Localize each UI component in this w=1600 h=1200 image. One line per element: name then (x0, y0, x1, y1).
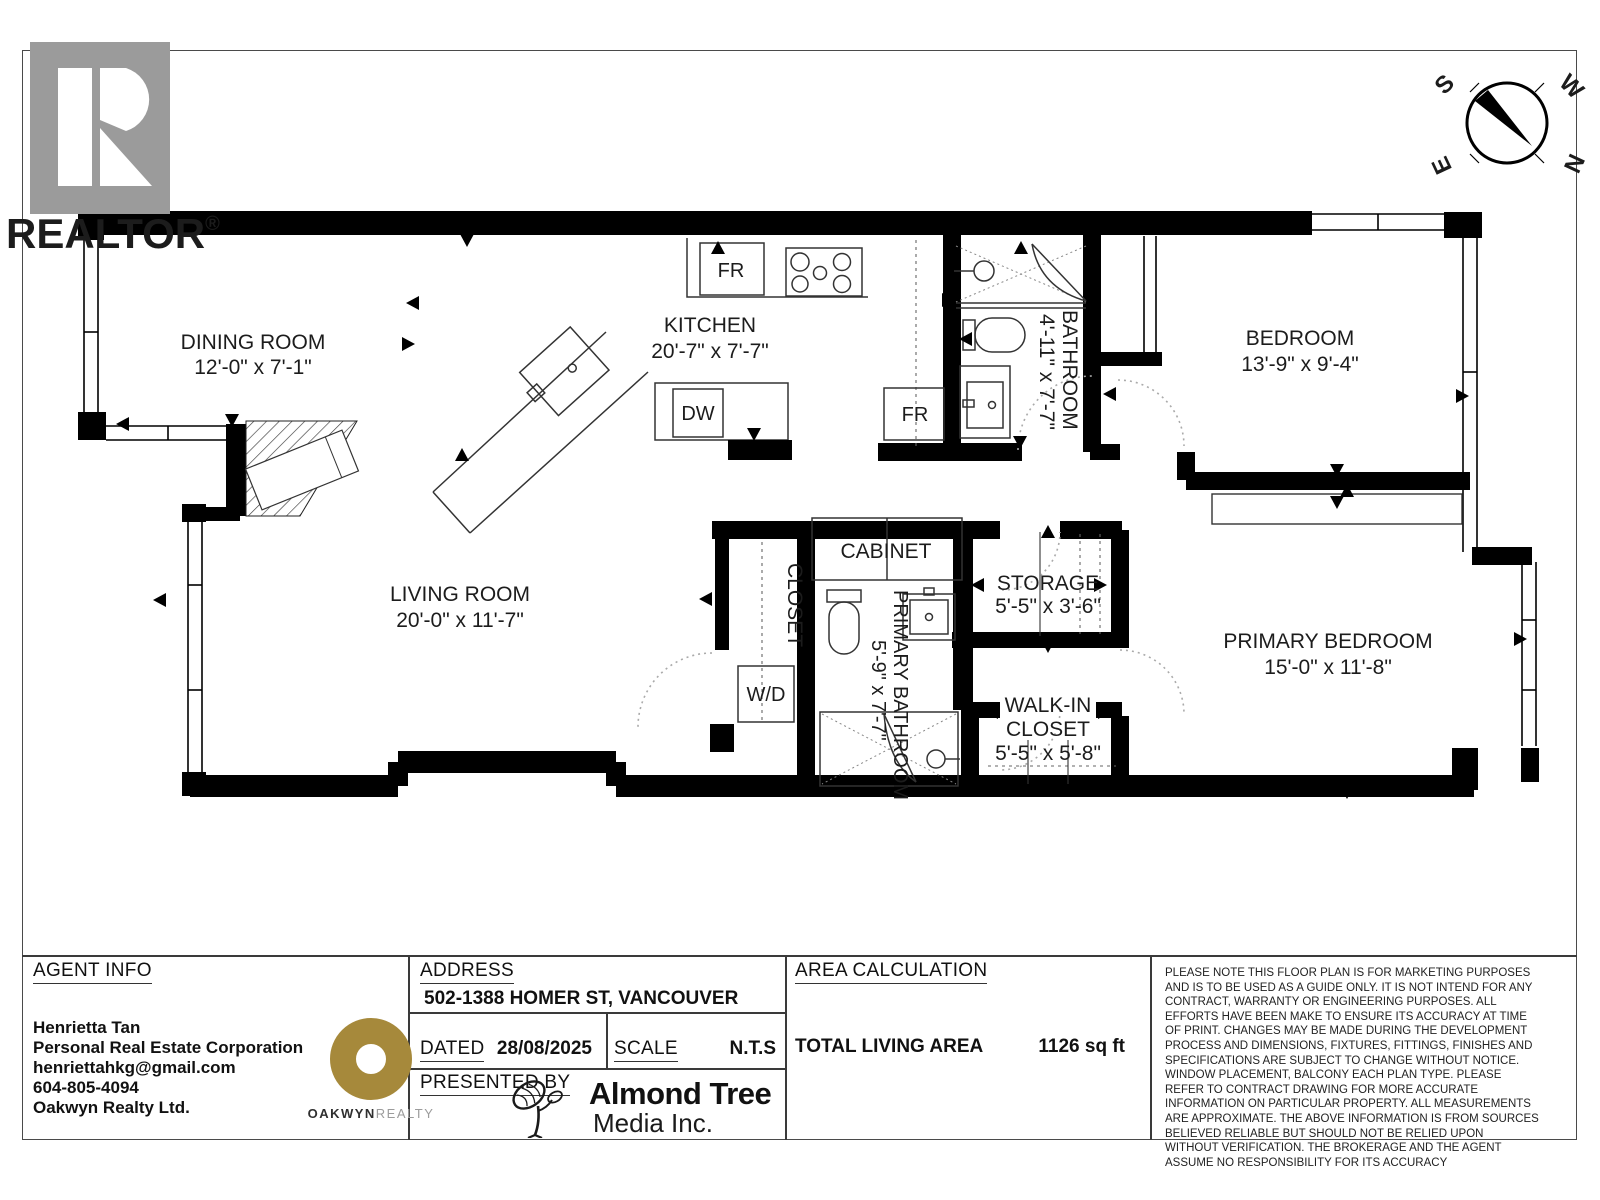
room-label: PRIMARY BEDROOM (1223, 630, 1433, 653)
room-living (390, 583, 530, 632)
almond-seedling-icon (505, 1078, 589, 1138)
dated-row (420, 1038, 592, 1062)
peninsula-edge (433, 332, 606, 492)
primary-toilet (827, 590, 861, 654)
area-heading: AREA CALCULATION (795, 960, 987, 984)
dimension-arrows (116, 234, 1527, 799)
dated-value: 28/08/2025 (496, 1038, 592, 1059)
shower-door (1032, 244, 1086, 301)
compass-s: S (1429, 69, 1460, 100)
room-label-group (1035, 310, 1081, 436)
oakwyn-name: OAKWYN (307, 1106, 376, 1121)
realtor-logo (6, 42, 220, 257)
scale-value: N.T.S (729, 1038, 776, 1059)
oakwyn-suffix: REALTY (375, 1106, 435, 1121)
realtor-logo-text (6, 210, 220, 257)
total-area-value: 1126 sq ft (1038, 1036, 1125, 1057)
primary-door-swing (1120, 650, 1184, 714)
room-label: DINING ROOM (180, 331, 326, 354)
room-storage (995, 572, 1101, 618)
oakwyn-logo-text (281, 1106, 461, 1121)
address-value: 502-1388 HOMER ST, VANCOUVER (424, 988, 739, 1009)
divider (408, 1012, 785, 1014)
dated-heading: DATED (420, 1038, 484, 1062)
scale-row (614, 1038, 776, 1062)
agent-brokerage: Oakwyn Realty Ltd. (33, 1098, 190, 1117)
room-kitchen (651, 314, 768, 363)
address-heading: ADDRESS (420, 960, 514, 984)
divider (785, 955, 787, 1140)
divider (22, 955, 1577, 957)
room-dims: 5'-9" x 7'-7" (867, 640, 889, 741)
agent-name: Henrietta Tan (33, 1018, 141, 1037)
room-dims: 5'-5" x 3'-6" (995, 595, 1101, 618)
compass-e: E (1426, 152, 1458, 179)
room-dims: 20'-7" x 7'-7" (651, 340, 769, 363)
room-cabinet (840, 540, 931, 563)
realtor-wordmark: REALTOR (6, 210, 206, 257)
total-area-row (795, 1036, 1125, 1058)
room-label-group (867, 590, 911, 806)
room-label: CLOSET (1005, 718, 1091, 741)
divider (606, 1012, 608, 1068)
almond-line1: Almond Tree (589, 1076, 772, 1111)
room-label: CLOSET (783, 563, 806, 648)
washer-dryer-label: W/D (746, 684, 786, 706)
dishwasher-label: DW (681, 403, 715, 425)
room-label: CABINET (840, 540, 932, 563)
disclaimer-text: PLEASE NOTE THIS FLOOR PLAN IS FOR MARKETING PURPOSES AND IS TO BE USED AS A GUIDE ONLY. IT IS NOT INTEND FOR ANY CONTRACT, WARRANTY OR ENGINEERING PURPOSES. ALL EFFORTS HAVE BEEN MAKE TO ENSURE ITS ACCURACY AT TIME OF PRINT. CHANGES MAY BE MADE DURING THE DEVELOPMENT PROCESS AND DIMENSIONS, FIXTURES, FITTINGS, FINISHES AND SPECIFICATIONS ARE SUBJECT TO CHANGE WITHOUT NOTICE. WINDOW PLACEMENT, BALCONY EACH PLAN TYPE. PLEASE REFER TO CONTRACT DRAWING FOR MORE ACCURATE INFORMATION ON PARTICULAR PROPERTY. ALL MEASUREMENTS ARE APPROXIMATE. THE ABOVE INFORMATION IS FROM SOURCES BELIEVED RELIABLE BUT SHOULD NOT BE RELIED UPON WITHOUT VERIFICATION. THE BROKERAGE AND THE AGENT ASSUME NO RESPONSIBILITY FOR ITS ACCURACY (1165, 967, 1539, 1169)
agent-title: Personal Real Estate Corporation (33, 1038, 304, 1057)
agent-phone: 604-805-4094 (33, 1078, 139, 1097)
shower-head (974, 261, 994, 281)
room-label: STORAGE (996, 572, 1100, 595)
room-dims: 5'-5" x 5'-8" (995, 742, 1101, 765)
room-dining (181, 331, 326, 379)
room-dims: 13'-9" x 9'-4" (1241, 353, 1359, 376)
compass-n: N (1557, 149, 1590, 177)
closet-door-swing (638, 653, 712, 727)
room-dims: 12'-0" x 7'-1" (194, 356, 312, 379)
counter-edge (687, 238, 868, 297)
divider (408, 1068, 785, 1070)
compass-w: W (1553, 69, 1589, 105)
almond-line2: Media Inc. (593, 1108, 713, 1138)
agent-info-heading: AGENT INFO (33, 960, 152, 984)
compass-needle (1475, 90, 1532, 146)
room-label: WALK-IN (1004, 694, 1092, 717)
room-walkin-closet (995, 694, 1101, 765)
room-dims: 20'-0" x 11'-7" (396, 609, 524, 632)
fridge2-label: FR (901, 404, 929, 426)
toilet (963, 318, 1025, 352)
room-label: BEDROOM (1245, 327, 1355, 350)
divider (1150, 955, 1152, 1140)
room-primary-bathroom (867, 590, 911, 806)
room-label: BATHROOM (1058, 310, 1081, 430)
bedroom-door-swing (1118, 380, 1184, 446)
scale-heading: SCALE (614, 1038, 678, 1062)
fridge-label: FR (717, 260, 745, 282)
room-bedroom (1241, 327, 1358, 376)
island-counter (655, 383, 788, 440)
room-label: PRIMARY BATHROOM (889, 590, 911, 801)
presented-by-heading: PRESENTED BY (420, 1072, 570, 1096)
oakwyn-logo-icon (330, 1018, 412, 1100)
room-dims: 15'-0" x 11'-8" (1264, 656, 1392, 679)
kitchen-fixtures (433, 238, 944, 533)
agent-email: henriettahkg@gmail.com (33, 1058, 236, 1077)
almond-tree-logo (505, 1078, 771, 1138)
room-label: KITCHEN (663, 314, 757, 337)
room-label: LIVING ROOM (389, 583, 531, 606)
room-primary-bedroom (1223, 630, 1432, 679)
room-bathroom (1035, 310, 1081, 436)
bathroom-sink (960, 366, 1010, 438)
room-dims: 4'-11" x 7'-7" (1035, 314, 1058, 430)
room-closet (783, 563, 806, 647)
stove (786, 248, 862, 296)
registered-mark: ® (205, 213, 220, 235)
total-area-label: TOTAL LIVING AREA (795, 1036, 984, 1057)
hatched-bay (246, 421, 359, 516)
compass-icon (1427, 69, 1590, 178)
